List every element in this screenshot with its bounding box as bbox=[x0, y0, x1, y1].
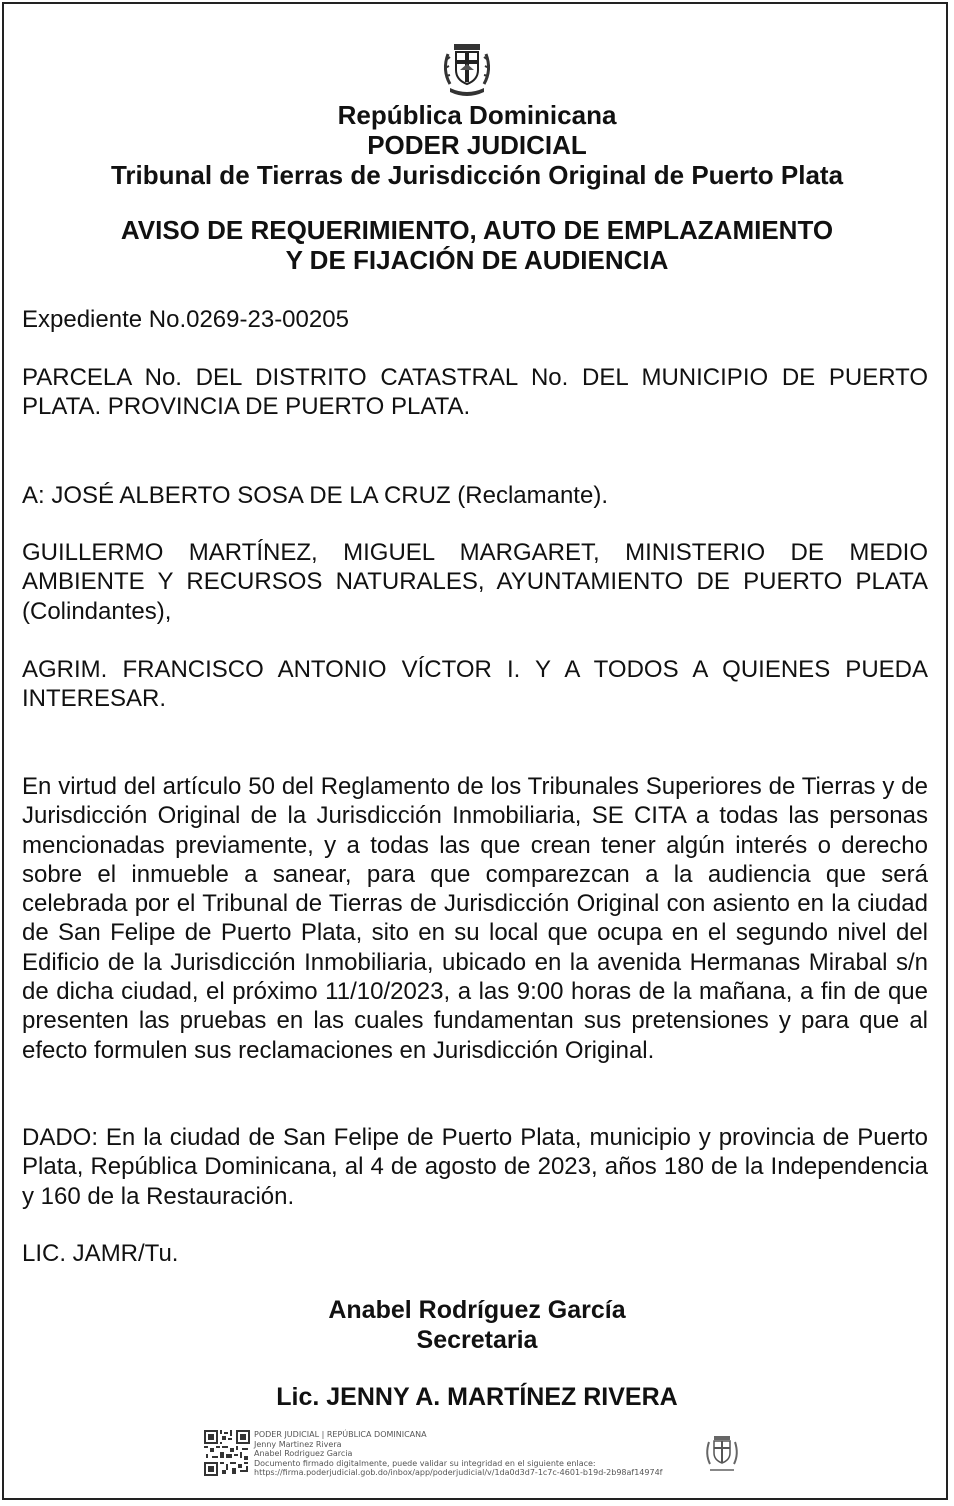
footer-line-1: PODER JUDICIAL | REPÚBLICA DOMINICANA bbox=[254, 1430, 427, 1439]
validation-link[interactable]: https://firma.poderjudicial.gob.do/inbox/app/poderjudicial/v/1da0d3d7-1c7c-4601-b19d-2b98af14974f bbox=[254, 1468, 663, 1477]
qr-code-icon[interactable] bbox=[204, 1430, 250, 1476]
court-header bbox=[4, 100, 950, 190]
adjoining-parties: GUILLERMO MARTÍNEZ, MIGUEL MARGARET, MINISTERIO DE MEDIO AMBIENTE Y RECURSOS NATURALES, AYUNTAMIENTO DE PUERTO PLATA (Colindantes), bbox=[22, 539, 928, 625]
title-line-2: Y DE FIJACIÓN DE AUDIENCIA bbox=[285, 245, 669, 275]
coat-of-arms-icon bbox=[440, 40, 494, 98]
dated-paragraph: DADO: En la ciudad de San Felipe de Puerto Plata, municipio y provincia de Puerto Plata, República Dominicana, al 4 de agosto de 2023, años 180 de la Independencia y 160 de la Restauración. bbox=[22, 1124, 928, 1210]
parcel-line-2: PLATA. PROVINCIA DE PUERTO PLATA. bbox=[22, 393, 471, 421]
notice-title bbox=[4, 215, 950, 275]
secretary-name: Anabel Rodríguez García bbox=[328, 1296, 626, 1324]
surveyor-line-2: INTERESAR. bbox=[22, 685, 167, 713]
digital-signature-text bbox=[254, 1430, 662, 1478]
court-name: Tribunal de Tierras de Jurisdicción Original de Puerto Plata bbox=[110, 160, 844, 190]
case-number: Expediente No.0269-23-00205 bbox=[22, 306, 349, 333]
judge-name: Lic. JENNY A. MARTÍNEZ RIVERA bbox=[276, 1383, 678, 1411]
parcel-description bbox=[22, 363, 928, 422]
secretary-signature bbox=[4, 1295, 950, 1355]
title-line-1: AVISO DE REQUERIMIENTO, AUTO DE EMPLAZAMIENTO bbox=[120, 215, 834, 245]
notice-frame bbox=[2, 2, 948, 1500]
surveyor-paragraph bbox=[22, 655, 928, 714]
secretary-title: Secretaria bbox=[416, 1326, 538, 1354]
addressee: A: JOSÉ ALBERTO SOSA DE LA CRUZ (Reclamante). bbox=[22, 482, 608, 509]
summons-paragraph: En virtud del artículo 50 del Reglamento de los Tribunales Superiores de Tierras y de Jurisdicción Original de la Jurisdicción Inmobiliaria, SE CITA a todas las personas mencionadas previamente, y a todas las que crean tener algún interés o derecho sobre el inmueble a sanear, para que comparezcan a la audiencia que será celebrada por el Tribunal de Tierras de Jurisdicción Original con asiento en la ciudad de San Felipe de Puerto Plata, sito en su local que ocupa en el segundo nivel del Edificio de la Jurisdicción Inmobiliaria, ubicado en la avenida Hermanas Mirabal s/n de dicha ciudad, el próximo 11/10/2023, a las 9:00 horas de la mañana, a fin de que presenten las pruebas en las cuales fundamentan sus pretensiones y para que al efecto formulen sus reclamaciones en Jurisdicción Original. bbox=[22, 773, 928, 1064]
country-name: República Dominicana bbox=[337, 100, 617, 130]
judicial-branch: PODER JUDICIAL bbox=[367, 130, 587, 160]
footer-line-3: Anabel Rodriguez Garcia bbox=[254, 1449, 353, 1458]
digital-signature-footer bbox=[204, 1426, 744, 1486]
parcel-line-1: PARCELA No. DEL DISTRITO CATASTRAL No. DEL MUNICIPIO DE PUERTO bbox=[22, 364, 928, 391]
footer-line-2: Jenny Martinez Rivera bbox=[254, 1439, 342, 1449]
judicial-seal-icon bbox=[702, 1432, 742, 1476]
initials: LIC. JAMR/Tu. bbox=[22, 1240, 179, 1267]
surveyor-line-1: AGRIM. FRANCISCO ANTONIO VÍCTOR I. Y A TODOS A QUIENES PUEDA bbox=[22, 656, 928, 683]
footer-line-4: Documento firmado digitalmente, puede validar su integridad en el siguiente enlace: bbox=[254, 1458, 596, 1468]
